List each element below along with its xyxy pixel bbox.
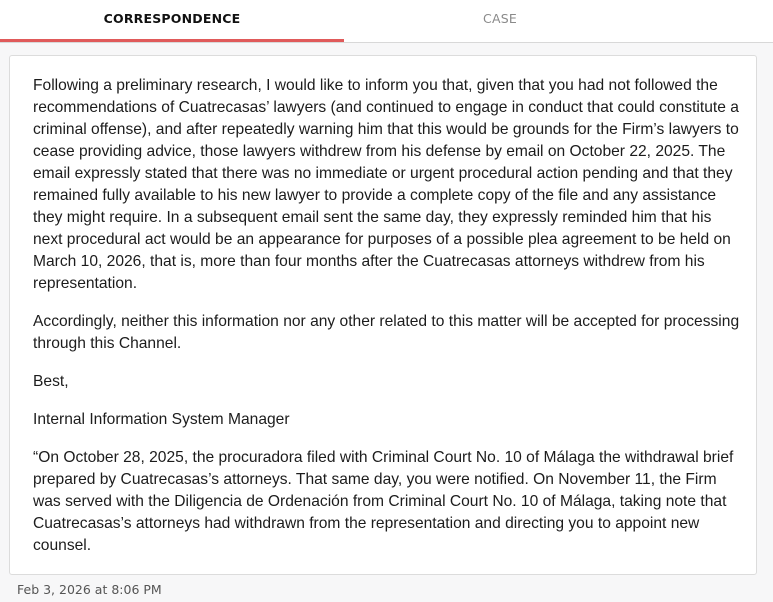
message-quote: “On October 28, 2025, the procuradora filed with Criminal Court No. 10 of Málaga the withdrawal brief prepared by Cuatrecasas’s attorneys. That same day, you were notified. On November 11, the Firm was served with the Diligencia de Ordenación from Criminal Court No. 10 of Málaga, taking note that Cuatrecasas’s attorneys had withdrawn from the representation and directing you to appoint new counsel. — [33, 449, 734, 554]
message-paragraph: Accordingly, neither this information nor any other related to this matter will be accepted for processing through this Channel. — [33, 313, 740, 352]
message-signature: Internal Information System Manager — [33, 411, 290, 428]
message-card — [9, 55, 757, 575]
message-greeting: Best, — [33, 373, 69, 390]
message-paragraph: Following a preliminary research, I would like to inform you that, given that you had not followed the recommendations of Cuatrecasas’ lawyers (and continued to engage in conduct that could constitute a criminal offense), and after repeatedly warning him that this would be grounds for the Firm’s lawyers to cease providing advice, those lawyers withdrew from his defense by email on October 22, 2025. The email expressly stated that there was no immediate or urgent procedural action pending and that they remained fully available to his new lawyer to provide a complete copy of the file and any assistance they might require. In a subsequent email sent the same day, they expressly reminded him that his next procedural act would be an appearance for purposes of a possible plea agreement to be held on March 10, 2026, that is, more than four months after the Cuatrecasas attorneys withdrew from his representation. — [33, 77, 739, 292]
message-timestamp: Feb 3, 2026 at 8:06 PM — [17, 582, 162, 597]
tab-correspondence[interactable]: CORRESPONDENCE — [103, 11, 241, 26]
tab-case[interactable]: CASE — [483, 11, 517, 26]
active-tab-indicator — [0, 39, 344, 42]
tab-bar — [0, 0, 773, 43]
